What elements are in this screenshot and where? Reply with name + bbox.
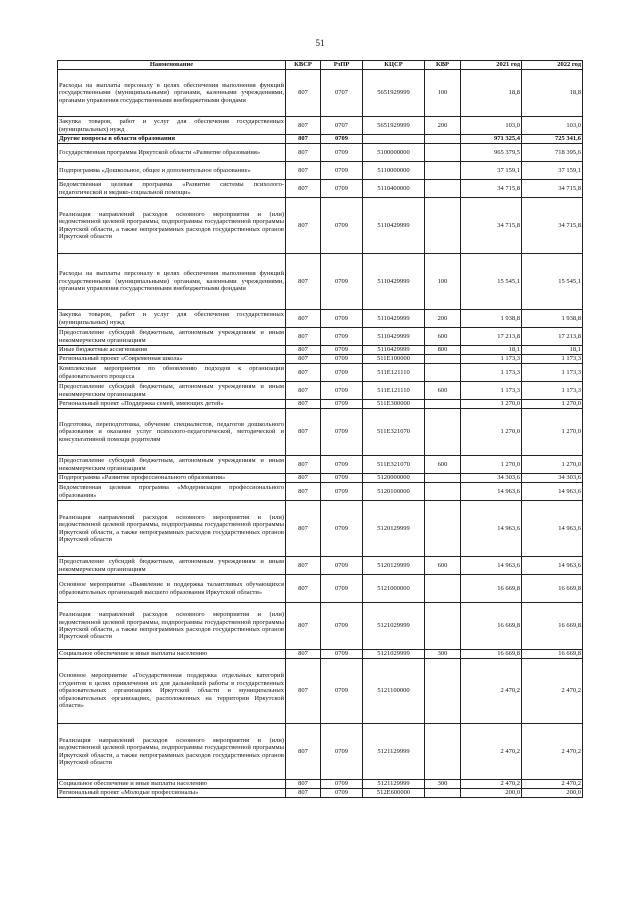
cell-name: Предоставление субсидий бюджетным, автономным учреждениям и иным некоммерческим организациям — [59, 457, 284, 472]
cell-rzpr: 0709 — [321, 382, 363, 400]
cell-kvr — [425, 789, 461, 798]
cell-2022: 2 470,2 — [522, 724, 583, 780]
cell-kvsr: 807 — [286, 780, 321, 789]
cell-2022: 14 963,6 — [522, 483, 583, 501]
cell-name: Региональный проект «Современная школа» — [58, 355, 286, 364]
cell-2022: 2 470,2 — [522, 659, 583, 724]
cell-2021: 103,0 — [461, 117, 522, 135]
cell-2022: 15 545,1 — [522, 254, 583, 310]
cell-rzpr: 0709 — [321, 474, 363, 483]
cell-2022: 14 963,6 — [522, 557, 583, 575]
cell-kvr — [425, 501, 461, 557]
table-row — [58, 382, 583, 400]
cell-2022: 16 669,8 — [522, 650, 583, 659]
cell-rzpr: 0707 — [321, 70, 363, 117]
cell-2021: 971 325,4 — [461, 135, 522, 144]
cell-kcsr: 5100000000 — [363, 144, 425, 162]
cell-rzpr: 0709 — [321, 501, 363, 557]
cell-2021: 2 470,2 — [461, 780, 522, 789]
cell-kcsr: 5110429999 — [363, 346, 425, 355]
cell-2021: 14 963,6 — [461, 557, 522, 575]
table-row — [58, 117, 583, 135]
cell-kvsr: 807 — [286, 474, 321, 483]
cell-rzpr: 0709 — [321, 346, 363, 355]
cell-name: Иные бюджетные ассигнования — [58, 346, 286, 355]
header-name: Наименование — [58, 61, 286, 70]
table-row — [58, 70, 583, 117]
cell-rzpr: 0709 — [321, 575, 363, 603]
cell-name: Комплексные мероприятия по обновлению подходов к организации образовательного процесса — [59, 365, 284, 380]
cell-rzpr: 0709 — [321, 456, 363, 474]
cell-name: Другие вопросы в области образования — [58, 135, 286, 144]
table-row — [58, 409, 583, 456]
cell-2022: 1 173,3 — [522, 355, 583, 364]
header-kcsr: КЦСР — [363, 61, 425, 70]
cell-2022: 725 341,6 — [522, 135, 583, 144]
cell-rzpr: 0709 — [321, 162, 363, 180]
cell-2022: 1 270,0 — [522, 456, 583, 474]
cell-rzpr: 0709 — [321, 409, 363, 456]
cell-kcsr: 512E600000 — [363, 789, 425, 798]
cell-kcsr: 5110429999 — [363, 310, 425, 328]
cell-name: Реализация направлений расходов основного мероприятия и (или) ведомственной целевой программы, подпрограммы государственной программы Иркутской области, а также непрограммных расходов государственных органов Иркутской области — [58, 724, 286, 780]
cell-2021: 34 715,8 — [461, 198, 522, 254]
cell-2022: 1 270,0 — [522, 409, 583, 456]
cell-kvsr: 807 — [286, 501, 321, 557]
cell-rzpr: 0709 — [321, 364, 363, 382]
cell-kcsr: 5121100000 — [363, 659, 425, 724]
cell-kcsr: 511E100000 — [363, 355, 425, 364]
table-row — [58, 557, 583, 575]
table-row — [58, 659, 583, 724]
cell-kvr — [425, 603, 461, 650]
cell-2022: 16 669,8 — [522, 575, 583, 603]
cell-2022: 34 303,6 — [522, 474, 583, 483]
cell-rzpr: 0709 — [321, 557, 363, 575]
cell-kvsr: 807 — [286, 659, 321, 724]
cell-name: Подпрограмма «Дошкольное, общее и дополнительное образование» — [58, 162, 286, 180]
table-row — [58, 162, 583, 180]
cell-kvr: 600 — [425, 382, 461, 400]
cell-kvsr: 807 — [286, 198, 321, 254]
cell-kvr — [425, 483, 461, 501]
cell-name: Региональный проект «Молодые профессионалы» — [58, 789, 286, 798]
cell-kvsr: 807 — [286, 180, 321, 198]
cell-2022: 1 938,8 — [522, 310, 583, 328]
cell-kvsr: 807 — [286, 117, 321, 135]
table-row — [58, 400, 583, 409]
cell-2021: 17 213,8 — [461, 328, 522, 346]
cell-2021: 965 379,5 — [461, 144, 522, 162]
cell-kvsr: 807 — [286, 789, 321, 798]
cell-kvr: 100 — [425, 70, 461, 117]
cell-name: Социальное обеспечение и иные выплаты населению — [58, 650, 286, 659]
cell-name: Подпрограмма «Развитие профессионального образования» — [58, 474, 286, 483]
cell-kcsr: 511E321070 — [363, 409, 425, 456]
cell-rzpr: 0709 — [321, 659, 363, 724]
cell-2021: 1 173,3 — [461, 382, 522, 400]
cell-kvr: 300 — [425, 650, 461, 659]
cell-2022: 1 173,3 — [522, 364, 583, 382]
cell-kcsr: 5120129999 — [363, 557, 425, 575]
cell-2021: 14 963,6 — [461, 501, 522, 557]
table-row — [58, 355, 583, 364]
cell-2021: 1 270,0 — [461, 409, 522, 456]
cell-kcsr — [363, 135, 425, 144]
table-row — [58, 254, 583, 310]
cell-kvsr: 807 — [286, 575, 321, 603]
table-header-row — [58, 61, 583, 70]
cell-2021: 1 938,8 — [461, 310, 522, 328]
cell-kcsr: 511E321070 — [363, 456, 425, 474]
cell-kcsr: 5120129999 — [363, 501, 425, 557]
cell-rzpr: 0707 — [321, 117, 363, 135]
cell-kvr — [425, 409, 461, 456]
cell-2021: 15 545,1 — [461, 254, 522, 310]
cell-2021: 2 470,2 — [461, 724, 522, 780]
table-row — [58, 483, 583, 501]
cell-kvsr: 807 — [286, 483, 321, 501]
cell-kvsr: 807 — [286, 135, 321, 144]
cell-rzpr: 0709 — [321, 135, 363, 144]
cell-name: Реализация направлений расходов основного мероприятия и (или) ведомственной целевой программы, подпрограммы государственной программы Иркутской области, а также непрограммных расходов государственных органов Иркутской области — [58, 198, 286, 254]
cell-rzpr: 0709 — [321, 400, 363, 409]
cell-name: Основное мероприятие «Выявление и поддержка талантливых обучающихся образовательных организаций высшего образования Иркутской области» — [58, 575, 286, 603]
cell-kcsr: 5121000000 — [363, 575, 425, 603]
cell-kvsr: 807 — [286, 355, 321, 364]
cell-2021: 14 963,6 — [461, 483, 522, 501]
cell-kcsr: 511E121110 — [363, 364, 425, 382]
cell-2021: 34 303,6 — [461, 474, 522, 483]
cell-2022: 200,0 — [522, 789, 583, 798]
cell-kvsr: 807 — [286, 456, 321, 474]
cell-rzpr: 0709 — [321, 328, 363, 346]
cell-2021: 34 715,8 — [461, 180, 522, 198]
cell-rzpr: 0709 — [321, 144, 363, 162]
table-row — [58, 780, 583, 789]
cell-kcsr: 5110000000 — [363, 162, 425, 180]
cell-kvr: 600 — [425, 328, 461, 346]
cell-name: Реализация направлений расходов основного мероприятия и (или) ведомственной целевой программы, подпрограммы государственной программы Иркутской области, а также непрограммных расходов государственных органов Иркутской области — [58, 501, 286, 557]
table-row — [58, 724, 583, 780]
cell-kvsr: 807 — [286, 650, 321, 659]
header-2021: 2021 год — [461, 61, 522, 70]
cell-kvsr: 807 — [286, 409, 321, 456]
cell-kcsr: 5121029999 — [363, 650, 425, 659]
cell-2021: 16 669,8 — [461, 575, 522, 603]
cell-kvr — [425, 364, 461, 382]
cell-name: Ведомственная целевая программа «Модернизация профессионального образования» — [59, 484, 284, 499]
table-row — [58, 198, 583, 254]
cell-2022: 16 669,8 — [522, 603, 583, 650]
table-row — [58, 346, 583, 355]
cell-2022: 14 963,6 — [522, 501, 583, 557]
header-2022: 2022 год — [522, 61, 583, 70]
cell-2022: 18,8 — [522, 70, 583, 117]
cell-kvr — [425, 400, 461, 409]
cell-2021: 1 270,0 — [461, 400, 522, 409]
cell-kcsr: 511E300000 — [363, 400, 425, 409]
cell-kvr — [425, 198, 461, 254]
cell-kvr — [425, 355, 461, 364]
cell-2021: 18,1 — [461, 346, 522, 355]
cell-kvsr: 807 — [286, 346, 321, 355]
table-row — [58, 603, 583, 650]
cell-kvsr: 807 — [286, 144, 321, 162]
cell-kcsr: 5651929999 — [363, 117, 425, 135]
cell-kcsr: 5120100000 — [363, 483, 425, 501]
table-row — [58, 456, 583, 474]
cell-kvsr: 807 — [286, 328, 321, 346]
cell-rzpr: 0709 — [321, 198, 363, 254]
cell-kvr — [425, 474, 461, 483]
cell-kvr — [425, 162, 461, 180]
table-row — [58, 135, 583, 144]
table-row — [58, 180, 583, 198]
table-row — [58, 310, 583, 328]
table-row — [58, 650, 583, 659]
cell-2022: 37 159,1 — [522, 162, 583, 180]
cell-2022: 17 213,8 — [522, 328, 583, 346]
cell-2021: 16 669,8 — [461, 603, 522, 650]
cell-2022: 18,1 — [522, 346, 583, 355]
cell-rzpr: 0709 — [321, 483, 363, 501]
cell-rzpr: 0709 — [321, 724, 363, 780]
table-row — [58, 501, 583, 557]
cell-kvr: 600 — [425, 456, 461, 474]
cell-kvr — [425, 575, 461, 603]
table-row — [58, 474, 583, 483]
cell-kcsr: 5110429999 — [363, 254, 425, 310]
cell-rzpr: 0709 — [321, 310, 363, 328]
cell-kvsr: 807 — [286, 724, 321, 780]
cell-kvsr: 807 — [286, 70, 321, 117]
cell-kvr: 100 — [425, 254, 461, 310]
cell-kcsr: 5121029999 — [363, 603, 425, 650]
cell-name: Предоставление субсидий бюджетным, автономным учреждениям и иным некоммерческим организациям — [59, 558, 284, 573]
cell-2022: 718 395,6 — [522, 144, 583, 162]
cell-name: Ведомственная целевая программа «Развитие системы психолого-педагогической и медико-социальной помощи» — [59, 181, 284, 196]
table-row — [58, 575, 583, 603]
cell-name: Основное мероприятие «Государственная поддержка отдельных категорий студентов в целях привлечения их для дальнейшей работы в государственных образовательных организациях Иркутской области и муниципальных образовательных организациях, расположенных на территории Иркутской области» — [58, 659, 286, 724]
cell-kvsr: 807 — [286, 382, 321, 400]
header-kvr: КВР — [425, 61, 461, 70]
table-row — [58, 789, 583, 798]
cell-kvr — [425, 724, 461, 780]
cell-kvr — [425, 135, 461, 144]
cell-2021: 1 173,3 — [461, 364, 522, 382]
cell-2021: 1 270,0 — [461, 456, 522, 474]
cell-kvr — [425, 144, 461, 162]
cell-kvr: 600 — [425, 557, 461, 575]
header-rzpr: РзПР — [321, 61, 363, 70]
cell-kcsr: 5110429999 — [363, 328, 425, 346]
cell-2022: 103,0 — [522, 117, 583, 135]
cell-kvsr: 807 — [286, 400, 321, 409]
cell-name: Расходы на выплаты персоналу в целях обеспечения выполнения функций государственными (муниципальными) органами, казенными учреждениями, органами управления государственными внебюджетными фондами — [58, 70, 286, 117]
cell-2022: 34 715,8 — [522, 180, 583, 198]
cell-kcsr: 511E121110 — [363, 382, 425, 400]
cell-2021: 200,0 — [461, 789, 522, 798]
table-row — [58, 364, 583, 382]
cell-2021: 37 159,1 — [461, 162, 522, 180]
table-row — [58, 328, 583, 346]
cell-name: Предоставление субсидий бюджетным, автономным учреждениям и иным некоммерческим организациям — [59, 383, 284, 398]
cell-2022: 34 715,8 — [522, 198, 583, 254]
cell-kcsr: 5121129999 — [363, 724, 425, 780]
table-row — [58, 144, 583, 162]
cell-name: Реализация направлений расходов основного мероприятия и (или) ведомственной целевой программы, подпрограммы государственной программы Иркутской области, а также непрограммных расходов государственных органов Иркутской области — [58, 603, 286, 650]
cell-kvsr: 807 — [286, 603, 321, 650]
cell-kcsr: 5121129999 — [363, 780, 425, 789]
cell-kvr: 200 — [425, 310, 461, 328]
cell-kcsr: 5651929999 — [363, 70, 425, 117]
cell-kcsr: 5120000000 — [363, 474, 425, 483]
cell-kvr: 200 — [425, 117, 461, 135]
cell-rzpr: 0709 — [321, 780, 363, 789]
table-body — [58, 70, 583, 798]
cell-rzpr: 0709 — [321, 355, 363, 364]
cell-kvsr: 807 — [286, 310, 321, 328]
page-number: 51 — [315, 38, 325, 48]
cell-2022: 1 173,3 — [522, 382, 583, 400]
cell-name: Подготовка, переподготовка, обучение специалистов, педагогов дошкольного образования и оказание услуг психолого-педагогической, методической и консультативной помощи родителям — [58, 409, 286, 456]
cell-rzpr: 0709 — [321, 789, 363, 798]
cell-name: Социальное обеспечение и иные выплаты населению — [58, 780, 286, 789]
cell-2021: 1 173,3 — [461, 355, 522, 364]
cell-name: Государственная программа Иркутской области «Развитие образования» — [58, 144, 286, 162]
cell-kvr — [425, 659, 461, 724]
cell-kcsr: 5110429999 — [363, 198, 425, 254]
cell-kvsr: 807 — [286, 364, 321, 382]
cell-2022: 1 270,0 — [522, 400, 583, 409]
cell-kvsr: 807 — [286, 557, 321, 575]
cell-name: Региональный проект «Поддержка семей, имеющих детей» — [58, 400, 286, 409]
cell-kvr: 300 — [425, 780, 461, 789]
header-kvsr: КВСР — [286, 61, 321, 70]
cell-name: Закупка товаров, работ и услуг для обеспечения государственных (муниципальных) нужд — [59, 118, 284, 133]
cell-rzpr: 0709 — [321, 254, 363, 310]
cell-rzpr: 0709 — [321, 180, 363, 198]
cell-2021: 2 470,2 — [461, 659, 522, 724]
cell-kcsr: 5110400000 — [363, 180, 425, 198]
cell-kvr — [425, 180, 461, 198]
cell-2022: 2 470,2 — [522, 780, 583, 789]
cell-rzpr: 0709 — [321, 650, 363, 659]
cell-name: Расходы на выплаты персоналу в целях обеспечения выполнения функций государственными (муниципальными) органами, казенными учреждениями, органами управления государственными внебюджетными фондами — [58, 254, 286, 310]
cell-kvsr: 807 — [286, 254, 321, 310]
cell-2021: 16 669,8 — [461, 650, 522, 659]
budget-table — [57, 60, 583, 798]
cell-name: Закупка товаров, работ и услуг для обеспечения государственных (муниципальных) нужд — [59, 311, 284, 326]
cell-name: Предоставление субсидий бюджетным, автономным учреждениям и иным некоммерческим организациям — [59, 329, 284, 344]
cell-rzpr: 0709 — [321, 603, 363, 650]
cell-kvr: 800 — [425, 346, 461, 355]
cell-2021: 18,8 — [461, 70, 522, 117]
cell-kvsr: 807 — [286, 162, 321, 180]
